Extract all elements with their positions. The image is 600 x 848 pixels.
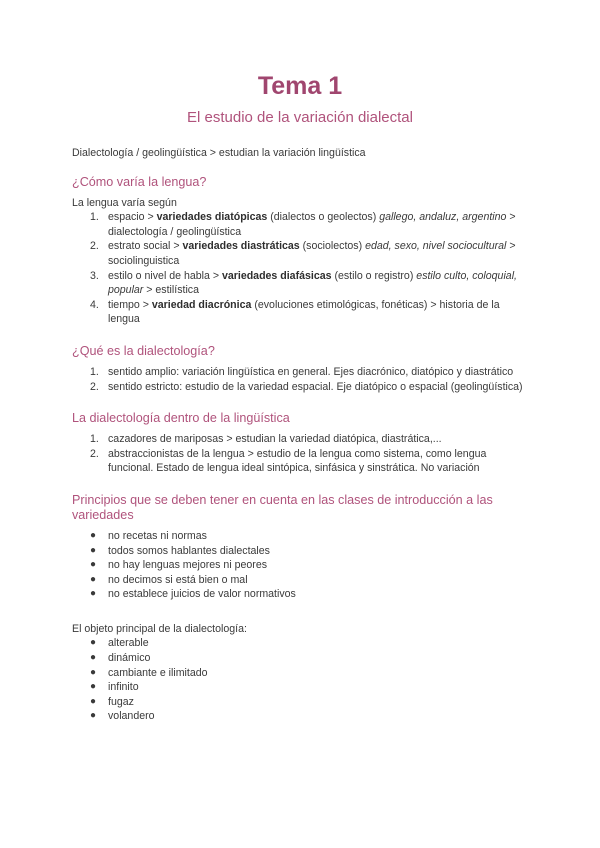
list-number: 2. bbox=[90, 380, 99, 393]
list-item bbox=[72, 544, 532, 559]
section-heading-dentro-linguistica: La dialectología dentro de la lingüística bbox=[72, 411, 290, 426]
item-text: estilo o nivel de habla > bbox=[108, 269, 222, 282]
list-number: 4. bbox=[90, 298, 99, 311]
item-text: (sociolectos) bbox=[299, 240, 366, 253]
bullet-icon: ● bbox=[90, 681, 97, 693]
approach-list bbox=[72, 432, 532, 476]
item-bold: variedades diafásicas bbox=[221, 269, 332, 282]
list-number: 1. bbox=[90, 433, 99, 446]
list-item bbox=[72, 709, 532, 724]
item-text: dinámico bbox=[108, 652, 151, 665]
bullet-icon: ● bbox=[90, 573, 97, 585]
list-item bbox=[72, 298, 532, 327]
item-text: sentido estricto: estudio de la variedad espacial. Eje diatópico o espacial (geolingüística) bbox=[108, 380, 523, 393]
item-text: (estilo o registro) bbox=[331, 269, 417, 282]
item-text: cazadores de mariposas > estudian la variedad diatópica, diastrática,... bbox=[108, 433, 442, 446]
item-bold: variedades diastráticas bbox=[182, 240, 300, 253]
list-item bbox=[72, 666, 532, 681]
bullet-icon: ● bbox=[90, 588, 97, 600]
list-number: 3. bbox=[90, 269, 99, 282]
item-text: (dialectos o geolectos) bbox=[267, 211, 380, 224]
item-italic: gallego, andaluz, argentino bbox=[379, 211, 507, 224]
list-item bbox=[72, 651, 532, 666]
list-item bbox=[72, 239, 532, 268]
bullet-icon: ● bbox=[90, 710, 97, 722]
bullet-icon: ● bbox=[90, 666, 97, 678]
list-item bbox=[72, 558, 532, 573]
item-text: > dialectología / geolingüística bbox=[108, 211, 516, 238]
item-text: no hay lenguas mejores ni peores bbox=[108, 559, 268, 572]
list-item bbox=[72, 680, 532, 695]
item-text: cambiante e ilimitado bbox=[108, 666, 208, 679]
item-text: sentido amplio: variación lingüística en general. Ejes diacrónico, diatópico y diastrático bbox=[108, 365, 514, 378]
item-text: no recetas ni normas bbox=[108, 529, 207, 542]
list-item bbox=[72, 636, 532, 651]
item-text: todos somos hablantes dialectales bbox=[108, 544, 270, 557]
list-item bbox=[72, 432, 532, 447]
list-item bbox=[72, 365, 532, 380]
principles-list bbox=[72, 529, 532, 602]
item-text: > estilística bbox=[143, 284, 199, 297]
item-text: volandero bbox=[108, 710, 155, 723]
list-item bbox=[72, 587, 532, 602]
item-text: > sociolinguistica bbox=[108, 240, 516, 267]
bullet-icon: ● bbox=[90, 544, 97, 556]
item-text: estrato social > bbox=[108, 240, 183, 253]
bullet-icon: ● bbox=[90, 559, 97, 571]
item-text: abstraccionistas de la lengua > estudio de la lengua como sistema, como lengua funcional. Estado de lengua ideal sintópica, sinfásica y sinstrática. No variación bbox=[108, 447, 487, 475]
item-bold: variedad diacrónica bbox=[151, 298, 252, 311]
section1-intro: La lengua varía según bbox=[72, 196, 177, 209]
lead-paragraph: Dialectología / geolingüística > estudian la variación lingüística bbox=[72, 147, 366, 159]
item-text: tiempo > bbox=[108, 298, 152, 311]
item-text: alterable bbox=[108, 637, 149, 650]
item-italic: edad, sexo, nivel sociocultural bbox=[365, 240, 507, 253]
section-heading-principios: Principios que se deben tener en cuenta en las clases de introducción a las variedades bbox=[72, 492, 493, 522]
bullet-icon: ● bbox=[90, 695, 97, 707]
item-italic: estilo culto, coloquial, popular bbox=[108, 269, 517, 297]
section-heading-que-es: ¿Qué es la dialectología? bbox=[72, 343, 215, 358]
section-heading-como-varia: ¿Cómo varía la lengua? bbox=[72, 174, 207, 189]
item-text: fugaz bbox=[108, 695, 134, 708]
bullet-icon: ● bbox=[90, 652, 97, 664]
item-text: infinito bbox=[108, 681, 139, 694]
bullet-icon: ● bbox=[90, 529, 97, 541]
item-text: no decimos si está bien o mal bbox=[108, 573, 248, 586]
list-item bbox=[72, 573, 532, 588]
list-number: 1. bbox=[90, 211, 99, 224]
list-item bbox=[72, 269, 532, 298]
page-subtitle: El estudio de la variación dialectal bbox=[187, 109, 413, 126]
list-number: 1. bbox=[90, 365, 99, 378]
bullet-icon: ● bbox=[90, 637, 97, 649]
item-text: espacio > bbox=[108, 211, 157, 224]
list-number: 2. bbox=[90, 240, 99, 253]
item-text: (evoluciones etimológicas, fonéticas) > historia de la lengua bbox=[108, 298, 500, 326]
list-number: 2. bbox=[90, 447, 99, 460]
item-bold: variedades diatópicas bbox=[156, 211, 268, 224]
list-item bbox=[72, 210, 532, 239]
list-item bbox=[72, 380, 532, 395]
object-list bbox=[72, 636, 532, 724]
document-body bbox=[72, 146, 532, 724]
item-text: no establece juicios de valor normativos bbox=[108, 588, 296, 601]
list-item bbox=[72, 529, 532, 544]
definition-list bbox=[72, 365, 532, 394]
page-title: Tema 1 bbox=[257, 72, 343, 100]
list-item bbox=[72, 447, 532, 476]
list-item bbox=[72, 695, 532, 710]
section5-intro: El objeto principal de la dialectología: bbox=[72, 622, 247, 635]
variation-list bbox=[72, 210, 532, 327]
